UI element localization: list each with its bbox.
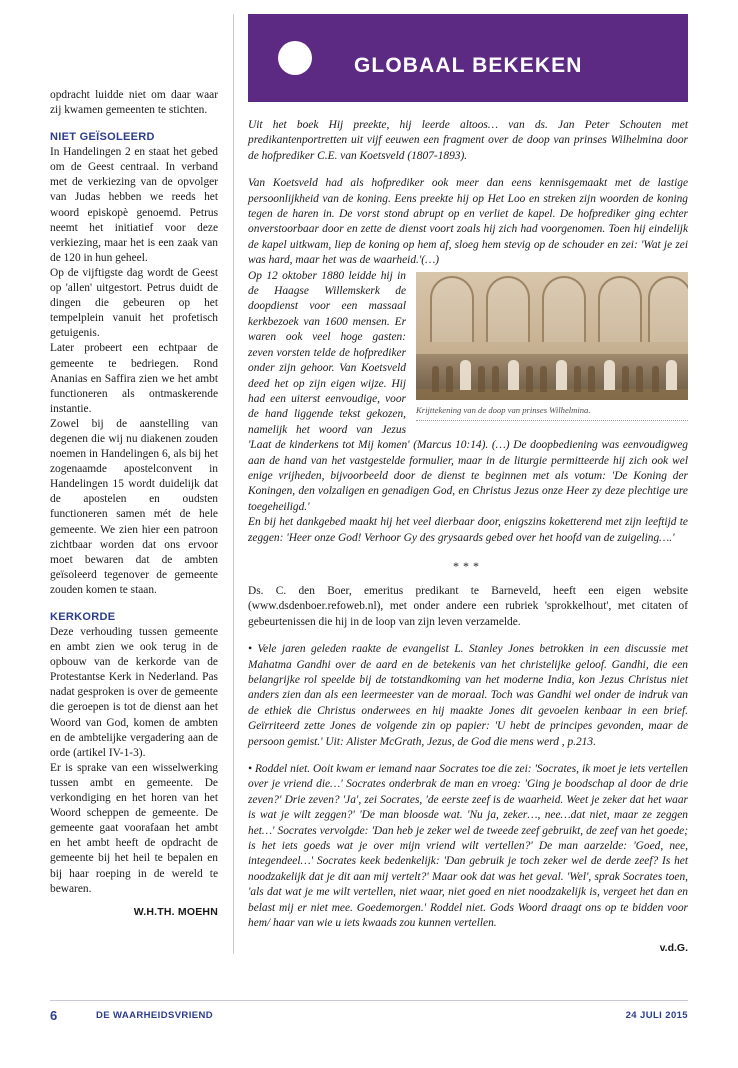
- paragraph: Zowel bij de aanstelling van degenen die wij nu diakenen zouden noemen in Handelingen 6, als bij het zogenaamde apostelconvent in Handelingen 15 wordt duidelijk dat de apostelen en oudsten functioneren samen mét de hele gemeente. We zien hier een patroon zichtbaar worden dat ons ervoor moet bewaren dat de ambten geïsoleerd tegenover de gemeente zouden komen te staan.: [50, 417, 218, 596]
- right-column: [248, 14, 688, 954]
- paragraph: Er is sprake van een wisselwerking tussen ambt en gemeente. De verkondiging en het horen van het Woord scheppen de gemeente. De gemeente gaat voorafaan het ambt en het ambt heeft de opdracht de gemeente bij het heil te bepalen en bij haar roeping in de wereld te bewaren.: [50, 761, 218, 895]
- bullet-item: • Roddel niet. Ooit kwam er iemand naar Socrates toe die zei: 'Socrates, ik moet je iets vertellen over je vriend die…' Socrates onderbrak de man en vroeg: 'Ging je boodschap al door de drie zeven?' Drie zeven? 'Ja', zei Socrates, 'de eerste zeef is de waarheid. Weet je zeker dat het waar is wat je wilt zeggen?' 'De man bloosde wat. 'Nu ja, zeker…, nee…dat niet, maar ze zeggen het…' Socrates vervolgde: 'Dan heb je zeker wel de tweede zeef gebruikt, de zeef van het goede; is het iets goeds wat je over mijn vriend wilt vertellen?' De man aarzelde: 'Goed, nee, integendeel…' Socrates keek bedenkelijk: 'Dan gebruik je toch zeker wel de derde zeef? Is het noodzakelijk dat je dit aan mij vertelt?' Maar ook dat was het geval. 'Wel', sprak Socrates toen, 'als dat wat je me wilt vertellen, niet waar, niet goed en niet noodzakelijk is, vergeet het dan en belast mij er niet mee. Goedemorgen.' Roddel niet. Gods Woord draagt ons op te bidden voor hem/ haar van wie u iets kwaads zou kunnen vertellen.: [248, 763, 688, 930]
- section-heading-kerkorde: KERKORDE: [50, 611, 116, 623]
- article-author: W.H.TH. MOEHN: [133, 905, 218, 918]
- left-column: [50, 88, 218, 918]
- paragraph: Deze verhouding tussen gemeente en ambt zien we ook terug in de opbouw van de kerkorde van de Protestantse Kerk in Nederland. Pas nadat gesproken is over de gemeente die geroepen is tot de dienst aan het Woord van God, komen de ambten en de ambtelijke vergadering aan de orde (artikel IV-1-3).: [50, 626, 218, 759]
- paragraph: Op de vijftigste dag wordt de Geest op 'allen' uitgestort. Petrus duidt de dingen die gebeuren op het tempelplein vanuit het profetisch getuigenis.: [50, 266, 218, 340]
- footer-divider: [50, 1000, 688, 1001]
- masthead-title: GLOBAAL BEKEKEN: [354, 54, 583, 77]
- section-separator: ***: [453, 558, 483, 573]
- page-footer: [50, 1008, 688, 1023]
- publication-name: DE WAARHEIDSVRIEND: [96, 1010, 213, 1021]
- continuation-paragraph: opdracht luidde niet om daar waar zij kwamen gemeenten te stichten.: [50, 89, 218, 117]
- issue-date: 24 JULI 2015: [625, 1010, 688, 1021]
- bullet-item: • Vele jaren geleden raakte de evangelist L. Stanley Jones betrokken in een discussie met Mahatma Gandhi over de aard en de betekenis van het christelijke geloof. Gandhi, die een belangrijke rol speelde bij de totstandkoming van het moderne India, kon Jezus Christus niet anders zien dan als een leermeester van de moraal. Toch was Gandhi wel onder de indruk van de ethiek die Christus onderwees en hij maakte Jones dit gevoelen kenbaar in een brief. Geïrriteerd zette Jones de volgende zin op papier: 'U hebt de principes gevonden, maar de persoon gemist.' Uit: Alister McGrath, Jezus, de God die mens werd , p.213.: [248, 643, 688, 748]
- section-masthead: [248, 14, 688, 102]
- paragraph: En bij het dankgebed maakt hij het veel dierbaar door, enigszins koketterend met zijn leeftijd te zeggen: 'Heer onze God! Verhoor Gy des grysaards gebed over het hoofd van de zuigeling….': [248, 516, 688, 544]
- figure-block: [416, 272, 688, 421]
- section-heading-niet-geisoleerd: NIET GEÏSOLEERD: [50, 131, 155, 144]
- column-divider: [233, 14, 234, 954]
- caption-dotted-rule: [416, 420, 688, 421]
- krijttekening-doop-wilhelmina: [416, 272, 688, 400]
- circle-logo-icon: [278, 41, 312, 75]
- paragraph: Van Koetsveld had als hofprediker ook meer dan eens kennisgemaakt met de lastige persoonlijkheid van de koning. Eens preekte hij op Het Loo en streken zijn woorden de koning tegen de haren in. De vorst stond abrupt op en verliet de kapel. De hofprediker ging echter onverstoorbaar door en zette de dienst voort zoals hij zich had voorgenomen. Toen hij eindelijk de kapel uitkwam, liep de koning op hem af, sloeg hem stevig op de schouder en zei: 'Wat je zei was hard, maar het was de waarheid.'(…): [248, 177, 688, 267]
- page-number: 6: [50, 1008, 58, 1023]
- paragraph: In Handelingen 2 en staat het gebed om de Geest centraal. In verband met de verkiezing van de opvolger van Judas hebben we reeds het woord episkopè genoemd. Petrus neemt het initiatief voor deze verkiezing, maar het is een zaak van de 120 in hun geheel.: [50, 146, 218, 264]
- intro-paragraph: Uit het boek Hij preekte, hij leerde altoos… van ds. Jan Peter Schouten met predikantenportretten uit vijf eeuwen een fragment over de doop van prinses Wilhelmina door de hofprediker C.E. van Koetsveld (1807-1893).: [248, 119, 688, 162]
- column-signoff: v.d.G.: [659, 941, 688, 954]
- about-paragraph: Ds. C. den Boer, emeritus predikant te Barneveld, heeft een eigen website (www.dsdenboer.refoweb.nl), met onder andere een rubriek 'sprokkelhout', met citaten of gebeurtenissen die hij in de loop van zijn leven verzamelde.: [248, 584, 688, 628]
- figure-caption: Krijttekening van de doop van prinses Wilhelmina.: [416, 404, 591, 415]
- paragraph: Op 12 oktober 1880 leidde hij in de Haagse Willemskerk de doopdienst voor een massaal kerkbezoek van 1600 mensen. Er waren ook veel hoge gasten: zeven vorsten telde de hofprediker onder zijn gehoor. Van Koetsveld deed het op zijn eigen wijze. Hij had een uiterst eenvoudige, voor de hand liggende tekst gekozen, namelijk het woord van Jezus 'Laat de kinderkens tot Mij komen' (Marcus 10:14). (…) De doopbediening was eenvoudigweg aan de hand van het vastgestelde formulier, maar in de liturgie permitteerde hij zich ook wel enige vrijheden, bijvoorbeeld door de dienst te beginnen met als votum: 'De Koning der Koningen, den volzaligen en genadigen God, en Christus Jezus onze Heer zy deze plechtige ure toegeheiligd.': [248, 269, 688, 513]
- paragraph: Later probeert een echtpaar de gemeente te bedriegen. Rond Ananias en Saffira zien we het ambt functioneren als ontmaskerende instantie.: [50, 342, 218, 415]
